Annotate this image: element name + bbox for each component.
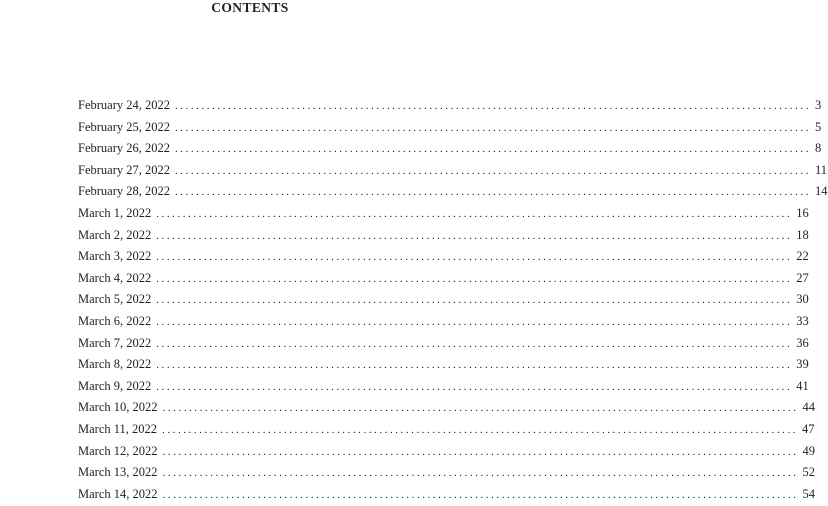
toc-entry-date: March 11, 2022 [78, 421, 158, 436]
toc-entry [78, 117, 822, 139]
toc-entry-date: February 27, 2022 [78, 162, 170, 177]
toc-entry [78, 333, 809, 355]
toc-entry-date: March 10, 2022 [78, 400, 158, 415]
toc-entry-page: 11 [815, 162, 828, 177]
toc-entry-page: 5 [815, 119, 822, 134]
toc-entry-page: 39 [796, 357, 809, 372]
toc-entry [78, 181, 828, 203]
toc-entry-page: 3 [815, 98, 822, 112]
toc-entry-date: February 28, 2022 [78, 184, 170, 199]
toc-entry-page: 49 [802, 443, 815, 458]
toc-entry [78, 203, 809, 225]
toc-entry-date: March 1, 2022 [78, 205, 152, 220]
toc-entry-page: 41 [796, 378, 809, 393]
dot-leader: ........................................................................................................................ [175, 186, 811, 199]
dot-leader: ........................................................................................................................ [175, 100, 811, 112]
toc-entry-date: February 25, 2022 [78, 119, 170, 134]
toc-entry [78, 160, 828, 182]
toc-entry-date: March 8, 2022 [78, 357, 152, 372]
toc-entry-page: 14 [815, 184, 828, 199]
dot-leader: ........................................................................................................................ [162, 402, 799, 415]
toc-entry-page: 30 [796, 292, 809, 307]
toc-entry-date: February 24, 2022 [78, 98, 170, 112]
toc-entry [78, 138, 822, 160]
toc-entry-date: February 26, 2022 [78, 141, 170, 156]
toc-entry [78, 95, 822, 117]
toc-entry-page: 8 [815, 141, 822, 156]
toc-entry-date: March 13, 2022 [78, 465, 158, 480]
dot-leader: ........................................................................................................................ [156, 315, 793, 328]
toc-entry [78, 268, 809, 290]
dot-leader: ........................................................................................................................ [162, 423, 799, 436]
dot-leader: ........................................................................................................................ [162, 445, 799, 458]
toc-entry [78, 484, 815, 506]
toc-entry-page: 18 [796, 227, 809, 242]
toc-entry-page: 22 [796, 249, 809, 264]
toc-entry [78, 246, 809, 268]
toc-entry-date: March 12, 2022 [78, 443, 158, 458]
toc-entry [78, 354, 809, 376]
toc-entry-date: March 7, 2022 [78, 335, 152, 350]
dot-leader: ........................................................................................................................ [175, 164, 811, 177]
toc-entry-date: March 3, 2022 [78, 249, 152, 264]
toc-entry [78, 462, 815, 484]
dot-leader: ........................................................................................................................ [162, 488, 799, 501]
toc-entry-date: March 4, 2022 [78, 270, 152, 285]
toc-entry-page: 47 [802, 421, 815, 436]
toc-entry-page: 54 [802, 486, 815, 501]
toc-entry [78, 397, 815, 419]
table-of-contents [78, 95, 828, 505]
toc-entry-date: March 14, 2022 [78, 486, 158, 501]
dot-leader: ........................................................................................................................ [175, 121, 811, 134]
dot-leader: ........................................................................................................................ [156, 207, 793, 220]
toc-entry-page: 33 [796, 313, 809, 328]
toc-entry-page: 44 [802, 400, 815, 415]
toc-entry [78, 441, 815, 463]
toc-entry-page: 36 [796, 335, 809, 350]
dot-leader: ........................................................................................................................ [156, 251, 793, 264]
toc-entry-page: 52 [802, 465, 815, 480]
page-title: CONTENTS [211, 0, 289, 15]
toc-entry [78, 376, 809, 398]
dot-leader: ........................................................................................................................ [156, 272, 793, 285]
toc-entry [78, 311, 809, 333]
dot-leader: ........................................................................................................................ [156, 337, 793, 350]
dot-leader: ........................................................................................................................ [175, 143, 811, 156]
toc-entry [78, 289, 809, 311]
dot-leader: ........................................................................................................................ [156, 229, 793, 242]
dot-leader: ........................................................................................................................ [156, 380, 793, 393]
toc-entry-date: March 5, 2022 [78, 292, 152, 307]
toc-entry-date: March 6, 2022 [78, 313, 152, 328]
toc-entry-date: March 2, 2022 [78, 227, 152, 242]
dot-leader: ........................................................................................................................ [156, 359, 793, 372]
toc-entry-date: March 9, 2022 [78, 378, 152, 393]
toc-entry-page: 27 [796, 270, 809, 285]
dot-leader: ........................................................................................................................ [156, 294, 793, 307]
toc-entry [78, 419, 815, 441]
toc-entry-page: 16 [796, 205, 809, 220]
toc-entry [78, 225, 809, 247]
dot-leader: ........................................................................................................................ [162, 467, 799, 480]
